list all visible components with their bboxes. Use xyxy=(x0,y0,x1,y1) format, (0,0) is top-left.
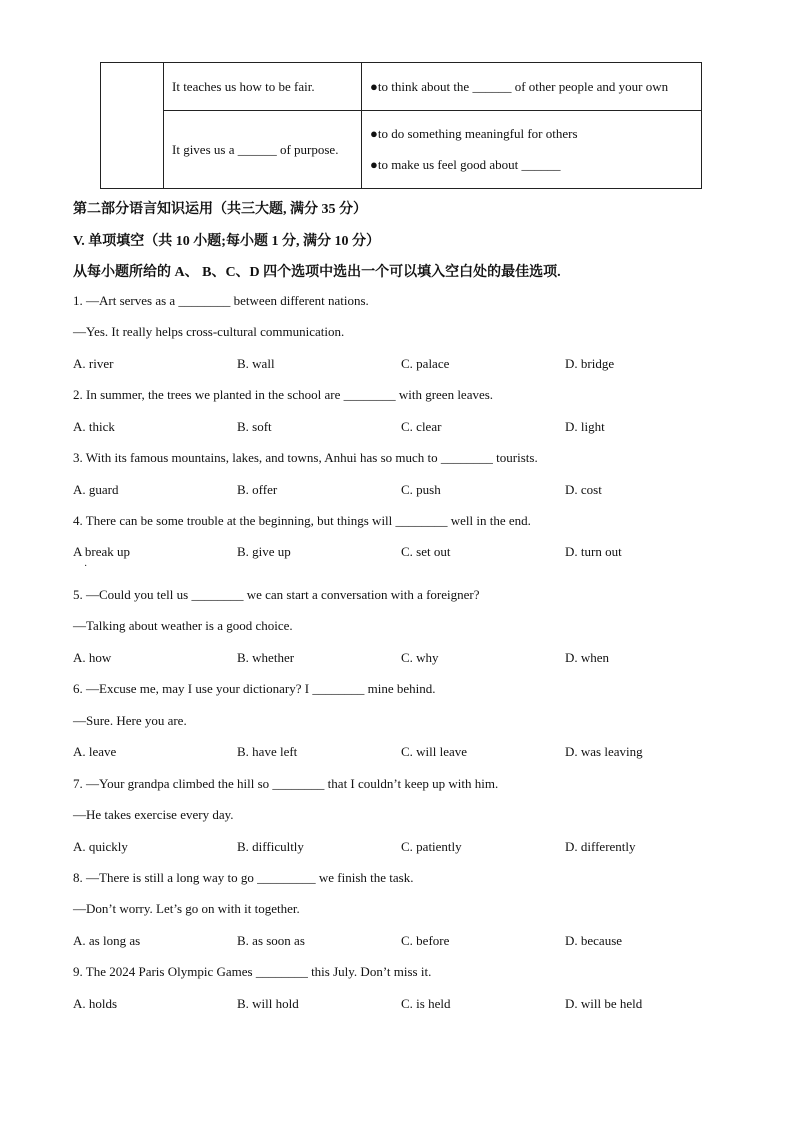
option-a: A. quickly xyxy=(73,839,128,854)
option-c: C. push xyxy=(401,482,441,497)
option-b: B. difficultly xyxy=(237,839,304,854)
question-line: 6. —Excuse me, may I use your dictionary? I ________ mine behind. xyxy=(73,681,436,696)
option-b: B. will hold xyxy=(237,996,299,1011)
fairness-table xyxy=(100,62,702,189)
option-d: D. cost xyxy=(565,482,602,497)
option-c: C. why xyxy=(401,650,439,665)
question-line: 7. —Your grandpa climbed the hill so ________ that I couldn’t keep up with him. xyxy=(73,776,499,791)
question-line: 2. In summer, the trees we planted in the school are ________ with green leaves. xyxy=(73,387,494,402)
option-d: D. was leaving xyxy=(565,744,643,759)
question-line: —Talking about weather is a good choice. xyxy=(73,618,293,633)
options-row xyxy=(73,419,693,437)
option-d: D. bridge xyxy=(565,356,615,371)
option-d: D. differently xyxy=(565,839,636,854)
question-line: —Don’t worry. Let’s go on with it together. xyxy=(73,901,300,916)
stray-dot: · xyxy=(84,561,88,572)
question-line: 5. —Could you tell us ________ we can start a conversation with a foreigner? xyxy=(73,587,480,602)
option-a: A. leave xyxy=(73,744,117,759)
question-line: 9. The 2024 Paris Olympic Games ________ this July. Don’t miss it. xyxy=(73,964,432,979)
option-d: D. when xyxy=(565,650,610,665)
option-c: C. patiently xyxy=(401,839,462,854)
table-right-cell xyxy=(362,63,702,111)
option-d: D. because xyxy=(565,933,623,948)
question-line: —Sure. Here you are. xyxy=(73,713,187,728)
option-c: C. clear xyxy=(401,419,442,434)
option-a: A. guard xyxy=(73,482,119,497)
option-a: A. thick xyxy=(73,419,115,434)
question-line: —He takes exercise every day. xyxy=(73,807,234,822)
part-title: 第二部分语言知识运用（共三大题, 满分 35 分） xyxy=(73,202,367,217)
table-left-cell xyxy=(101,63,164,189)
table-right-cell xyxy=(362,111,702,189)
table-row xyxy=(101,63,702,111)
option-a: A. river xyxy=(73,356,114,371)
table-middle-cell: It gives us a ______ of purpose. xyxy=(164,111,362,189)
option-a: A. holds xyxy=(73,996,118,1011)
options-row xyxy=(73,933,693,951)
options-row xyxy=(73,356,693,374)
table-middle-cell: It teaches us how to be fair. xyxy=(164,63,362,111)
instruction: 从每小题所给的 A、 B、C、D 四个选项中选出一个可以填入空白处的最佳选项. xyxy=(73,265,561,280)
option-c: C. is held xyxy=(401,996,451,1011)
options-row xyxy=(73,650,693,668)
option-b: B. have left xyxy=(237,744,298,759)
options-row xyxy=(73,839,693,857)
option-c: C. will leave xyxy=(401,744,468,759)
option-b: B. give up xyxy=(237,544,291,559)
options-row xyxy=(73,744,693,762)
option-c: C. before xyxy=(401,933,450,948)
option-a: A. as long as xyxy=(73,933,141,948)
option-b: B. wall xyxy=(237,356,275,371)
option-d: D. will be held xyxy=(565,996,643,1011)
option-a: A. how xyxy=(73,650,112,665)
option-b: B. soft xyxy=(237,419,272,434)
question-line: 4. There can be some trouble at the beginning, but things will ________ well in the end. xyxy=(73,513,531,528)
options-row xyxy=(73,544,693,562)
option-b: B. whether xyxy=(237,650,295,665)
question-line: 1. —Art serves as a ________ between different nations. xyxy=(73,293,369,308)
table-row xyxy=(101,111,702,189)
options-row xyxy=(73,482,693,500)
bullet-line: ●to think about the ______ of other people and your own xyxy=(370,78,669,94)
bullet-line: ●to make us feel good about ______ xyxy=(370,157,561,172)
question-line: —Yes. It really helps cross-cultural communication. xyxy=(73,324,345,339)
option-d: D. light xyxy=(565,419,605,434)
option-a: A break up xyxy=(73,544,131,559)
question-line: 3. With its famous mountains, lakes, and towns, Anhui has so much to ________ tourists. xyxy=(73,450,538,465)
option-c: C. palace xyxy=(401,356,450,371)
option-b: B. as soon as xyxy=(237,933,305,948)
option-c: C. set out xyxy=(401,544,451,559)
option-b: B. offer xyxy=(237,482,278,497)
bullet-line: ●to do something meaningful for others xyxy=(370,126,578,141)
question-line: 8. —There is still a long way to go _________ we finish the task. xyxy=(73,870,414,885)
options-row xyxy=(73,996,693,1014)
section-title: V. 单项填空（共 10 小题;每小题 1 分, 满分 10 分） xyxy=(73,234,380,249)
option-d: D. turn out xyxy=(565,544,622,559)
